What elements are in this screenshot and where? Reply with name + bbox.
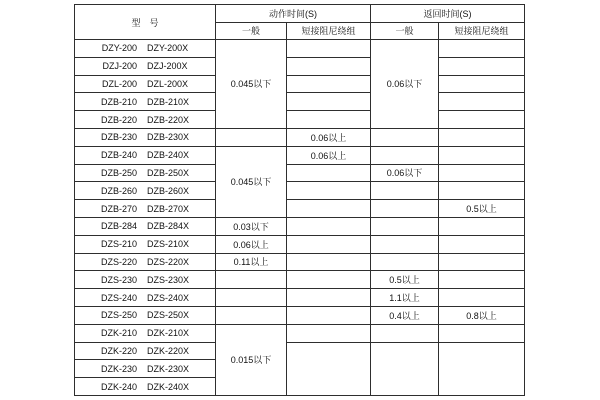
model-name-x-variant: DZY-200X xyxy=(146,43,189,54)
action-general-cell: 0.03以下 xyxy=(216,217,287,235)
empty-cell xyxy=(439,111,525,129)
empty-cell xyxy=(216,128,287,146)
action-general-cell: 0.045以下 xyxy=(216,146,287,217)
table-row xyxy=(75,128,525,146)
col-header-return-general: 一般 xyxy=(371,22,439,40)
model-name-x-variant: DZK-210X xyxy=(146,328,190,339)
empty-cell xyxy=(287,306,371,324)
model-name-x-variant: DZL-200X xyxy=(146,78,189,89)
model-name-x-variant: DZS-220X xyxy=(146,256,190,267)
model-name-x-variant: DZB-230X xyxy=(146,132,190,143)
col-header-action-general: 一般 xyxy=(216,22,287,40)
model-name-x-variant: DZB-210X xyxy=(146,96,190,107)
model-cell xyxy=(75,146,216,164)
model-name-x-variant: DZJ-200X xyxy=(147,61,188,72)
action-damping-cell: 0.06以上 xyxy=(287,146,371,164)
model-name-x-variant: DZS-250X xyxy=(146,310,190,321)
model-cell xyxy=(75,217,216,235)
table-row xyxy=(75,75,525,93)
table-row xyxy=(75,182,525,200)
action-general-cell: 0.06以上 xyxy=(216,235,287,253)
empty-cell xyxy=(439,75,525,93)
empty-cell xyxy=(439,271,525,289)
model-cell xyxy=(75,306,216,324)
col-header-action-damping: 短接阻尼绕组 xyxy=(287,22,371,40)
model-cell xyxy=(75,324,216,342)
model-name: DZB-260 xyxy=(100,185,137,196)
model-cell xyxy=(75,235,216,253)
empty-cell xyxy=(287,40,371,58)
model-cell xyxy=(75,378,216,396)
action-general-cell: 0.11以上 xyxy=(216,253,287,271)
model-name: DZS-220 xyxy=(100,256,137,267)
model-cell xyxy=(75,253,216,271)
empty-cell xyxy=(287,271,371,289)
model-name-x-variant: DZK-220X xyxy=(146,345,190,356)
empty-cell xyxy=(371,200,439,218)
model-name-x-variant: DZK-240X xyxy=(146,381,190,392)
table-row xyxy=(75,146,525,164)
model-name: DZB-210 xyxy=(100,96,137,107)
empty-cell xyxy=(439,217,525,235)
table-row xyxy=(75,111,525,129)
model-name: DZL-200 xyxy=(101,78,137,89)
model-cell xyxy=(75,182,216,200)
table-row xyxy=(75,164,525,182)
model-name: DZB-240 xyxy=(100,150,137,161)
empty-cell xyxy=(439,93,525,111)
empty-cell xyxy=(216,306,287,324)
model-name-x-variant: DZB-260X xyxy=(146,185,190,196)
empty-cell xyxy=(287,253,371,271)
empty-cell xyxy=(439,324,525,342)
model-name: DZK-210 xyxy=(100,328,137,339)
empty-cell xyxy=(371,217,439,235)
empty-cell xyxy=(371,324,439,342)
empty-cell xyxy=(439,342,525,395)
model-cell xyxy=(75,40,216,58)
return-general-cell: 0.4以上 xyxy=(371,306,439,324)
model-cell xyxy=(75,111,216,129)
return-general-cell: 0.06以下 xyxy=(371,40,439,129)
action-general-cell: 0.045以下 xyxy=(216,40,287,129)
empty-cell xyxy=(371,182,439,200)
table-row xyxy=(75,235,525,253)
table-row xyxy=(75,289,525,307)
action-damping-cell: 0.06以上 xyxy=(287,128,371,146)
table-row xyxy=(75,306,525,324)
col-header-model: 型 号 xyxy=(75,5,216,40)
model-name: DZB-250 xyxy=(100,167,137,178)
model-name: DZS-210 xyxy=(100,239,137,250)
model-name: DZK-240 xyxy=(100,381,137,392)
model-name-x-variant: DZB-240X xyxy=(146,150,190,161)
model-cell xyxy=(75,200,216,218)
table-row xyxy=(75,342,525,360)
empty-cell xyxy=(439,128,525,146)
empty-cell xyxy=(439,182,525,200)
model-name: DZB-220 xyxy=(100,114,137,125)
model-cell xyxy=(75,360,216,378)
model-name-x-variant: DZK-230X xyxy=(146,363,190,374)
table-row xyxy=(75,40,525,58)
model-cell xyxy=(75,57,216,75)
empty-cell xyxy=(439,164,525,182)
table-header xyxy=(75,5,525,40)
model-name: DZS-230 xyxy=(100,274,137,285)
col-header-action-time: 动作时间(S) xyxy=(216,5,371,23)
model-name: DZB-230 xyxy=(100,132,137,143)
return-damping-cell: 0.8以上 xyxy=(439,306,525,324)
empty-cell xyxy=(439,235,525,253)
model-cell xyxy=(75,289,216,307)
empty-cell xyxy=(287,200,371,218)
empty-cell xyxy=(439,289,525,307)
empty-cell xyxy=(439,253,525,271)
col-header-return-damping: 短接阻尼绕组 xyxy=(439,22,525,40)
model-name: DZS-240 xyxy=(100,292,137,303)
table-row xyxy=(75,253,525,271)
empty-cell xyxy=(371,128,439,146)
table-row xyxy=(75,200,525,218)
empty-cell xyxy=(287,182,371,200)
model-name: DZK-220 xyxy=(100,345,137,356)
col-header-return-time: 返回时间(S) xyxy=(371,5,525,23)
model-name-x-variant: DZS-210X xyxy=(146,239,190,250)
table-row xyxy=(75,324,525,342)
model-name: DZY-200 xyxy=(101,43,137,54)
empty-cell xyxy=(287,324,371,342)
empty-cell xyxy=(287,235,371,253)
table-row xyxy=(75,93,525,111)
empty-cell xyxy=(287,342,371,395)
table-row xyxy=(75,217,525,235)
empty-cell xyxy=(439,146,525,164)
model-name-x-variant: DZB-250X xyxy=(146,167,190,178)
spec-table xyxy=(74,4,525,396)
model-cell xyxy=(75,128,216,146)
empty-cell xyxy=(216,289,287,307)
model-cell xyxy=(75,75,216,93)
empty-cell xyxy=(287,217,371,235)
return-general-cell: 1.1以上 xyxy=(371,289,439,307)
model-name-x-variant: DZB-284X xyxy=(146,221,190,232)
model-name-x-variant: DZS-240X xyxy=(146,292,190,303)
empty-cell xyxy=(287,57,371,75)
model-cell xyxy=(75,93,216,111)
model-name: DZB-270 xyxy=(100,203,137,214)
empty-cell xyxy=(287,111,371,129)
model-cell xyxy=(75,342,216,360)
model-name: DZK-230 xyxy=(100,363,137,374)
header-row-groups xyxy=(75,5,525,23)
empty-cell xyxy=(371,253,439,271)
empty-cell xyxy=(371,342,439,395)
empty-cell xyxy=(287,289,371,307)
model-cell xyxy=(75,271,216,289)
model-name: DZJ-200 xyxy=(102,61,137,72)
table-row xyxy=(75,271,525,289)
empty-cell xyxy=(287,164,371,182)
empty-cell xyxy=(216,271,287,289)
empty-cell xyxy=(287,75,371,93)
model-name-x-variant: DZB-220X xyxy=(146,114,190,125)
table-body xyxy=(75,40,525,396)
return-general-cell: 0.06以下 xyxy=(371,164,439,182)
model-name: DZS-250 xyxy=(100,310,137,321)
model-name-x-variant: DZS-230X xyxy=(146,274,190,285)
model-name: DZB-284 xyxy=(100,221,137,232)
model-name-x-variant: DZB-270X xyxy=(146,203,190,214)
model-cell xyxy=(75,164,216,182)
empty-cell xyxy=(287,93,371,111)
table-row xyxy=(75,57,525,75)
empty-cell xyxy=(439,40,525,58)
empty-cell xyxy=(371,235,439,253)
return-general-cell: 0.5以上 xyxy=(371,271,439,289)
return-damping-cell: 0.5以上 xyxy=(439,200,525,218)
action-general-cell: 0.015以下 xyxy=(216,324,287,395)
empty-cell xyxy=(439,57,525,75)
empty-cell xyxy=(371,146,439,164)
